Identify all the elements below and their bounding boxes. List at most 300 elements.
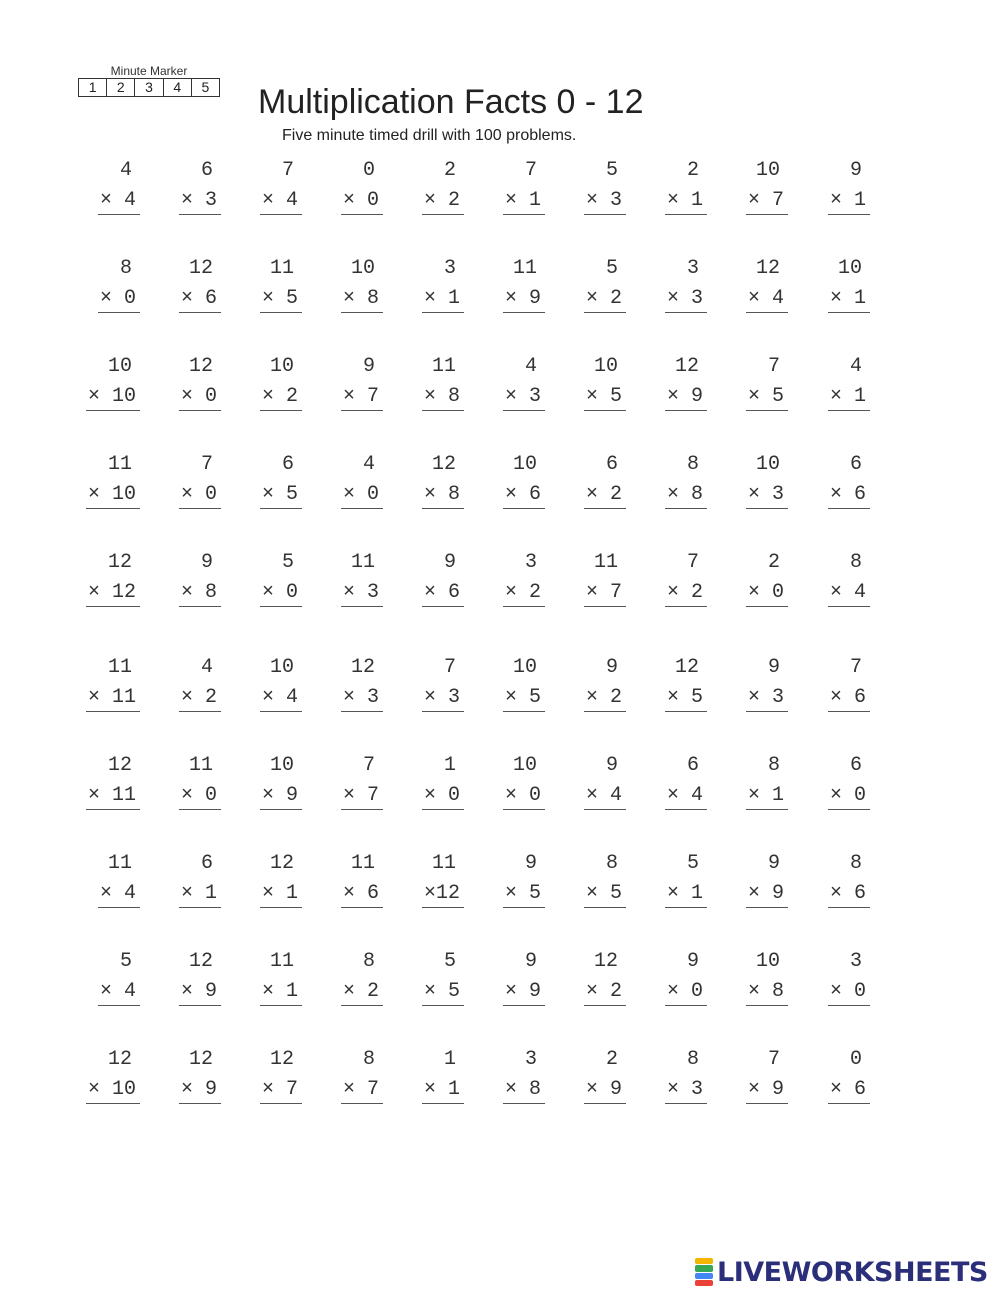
problem <box>303 452 383 512</box>
multiplier: × 1 <box>665 188 707 215</box>
multiplier: × 6 <box>503 482 545 509</box>
multiplicand: 10 <box>107 355 132 378</box>
problem <box>627 354 707 414</box>
problem <box>60 452 140 512</box>
multiplicand: 0 <box>362 159 375 182</box>
problem <box>627 256 707 316</box>
multiplier: × 9 <box>503 979 545 1006</box>
problem <box>60 256 140 316</box>
problem <box>303 851 383 911</box>
multiplicand: 7 <box>443 656 456 679</box>
multiplier: × 3 <box>665 286 707 313</box>
multiplicand: 12 <box>431 453 456 476</box>
problem <box>384 1047 464 1107</box>
multiplier: × 1 <box>828 188 870 215</box>
multiplicand: 12 <box>350 656 375 679</box>
multiplier: × 1 <box>422 286 464 313</box>
multiplicand: 11 <box>269 950 294 973</box>
multiplier: × 0 <box>665 979 707 1006</box>
problem <box>708 354 788 414</box>
problem <box>546 354 626 414</box>
multiplier: × 2 <box>665 580 707 607</box>
problem <box>141 158 221 218</box>
multiplier: × 0 <box>179 384 221 411</box>
multiplicand: 11 <box>593 551 618 574</box>
problem <box>790 1047 870 1107</box>
multiplier: × 6 <box>179 286 221 313</box>
multiplier: × 2 <box>584 979 626 1006</box>
multiplicand: 4 <box>362 453 375 476</box>
multiplicand: 10 <box>512 754 537 777</box>
problem <box>790 753 870 813</box>
problem <box>222 354 302 414</box>
multiplicand: 11 <box>107 852 132 875</box>
multiplier: × 9 <box>503 286 545 313</box>
multiplicand: 10 <box>512 656 537 679</box>
multiplicand: 1 <box>443 754 456 777</box>
multiplier: × 5 <box>503 685 545 712</box>
problem <box>222 158 302 218</box>
multiplicand: 12 <box>188 1048 213 1071</box>
multiplicand: 6 <box>849 754 862 777</box>
multiplier: × 8 <box>422 384 464 411</box>
multiplier: × 9 <box>584 1077 626 1104</box>
problem <box>222 851 302 911</box>
multiplier: × 2 <box>260 384 302 411</box>
multiplier: × 1 <box>422 1077 464 1104</box>
multiplicand: 9 <box>200 551 213 574</box>
multiplier: × 12 <box>86 580 140 607</box>
problem <box>384 655 464 715</box>
minute-box: 4 <box>163 79 191 96</box>
minute-box: 3 <box>134 79 162 96</box>
problem <box>708 550 788 610</box>
problem <box>627 851 707 911</box>
problem <box>303 949 383 1009</box>
multiplicand: 10 <box>755 453 780 476</box>
problem <box>708 158 788 218</box>
problem <box>546 550 626 610</box>
multiplicand: 5 <box>605 257 618 280</box>
problem <box>303 1047 383 1107</box>
multiplicand: 9 <box>767 852 780 875</box>
problem <box>627 550 707 610</box>
problem <box>141 1047 221 1107</box>
multiplicand: 0 <box>849 1048 862 1071</box>
problem <box>60 851 140 911</box>
multiplier: × 2 <box>584 685 626 712</box>
multiplicand: 3 <box>849 950 862 973</box>
problem <box>384 753 464 813</box>
multiplier: × 4 <box>665 783 707 810</box>
multiplicand: 12 <box>107 551 132 574</box>
multiplicand: 12 <box>674 355 699 378</box>
multiplicand: 7 <box>362 754 375 777</box>
multiplicand: 7 <box>849 656 862 679</box>
multiplier: × 7 <box>341 1077 383 1104</box>
multiplicand: 9 <box>605 754 618 777</box>
multiplier: × 9 <box>665 384 707 411</box>
multiplier: × 0 <box>828 783 870 810</box>
multiplicand: 8 <box>849 551 862 574</box>
problem <box>465 753 545 813</box>
logo-text: LIVEWORKSHEETS <box>717 1256 988 1288</box>
multiplicand: 11 <box>350 551 375 574</box>
problem <box>708 851 788 911</box>
multiplicand: 8 <box>362 950 375 973</box>
multiplicand: 10 <box>269 754 294 777</box>
multiplicand: 7 <box>767 1048 780 1071</box>
multiplier: × 8 <box>665 482 707 509</box>
multiplicand: 10 <box>837 257 862 280</box>
multiplicand: 4 <box>119 159 132 182</box>
problem <box>384 158 464 218</box>
multiplicand: 10 <box>350 257 375 280</box>
problem <box>546 851 626 911</box>
problem <box>60 753 140 813</box>
page-subtitle: Five minute timed drill with 100 problems. <box>282 127 577 144</box>
multiplier: × 9 <box>179 1077 221 1104</box>
multiplier: × 6 <box>422 580 464 607</box>
multiplier: × 0 <box>746 580 788 607</box>
multiplier: × 0 <box>179 783 221 810</box>
multiplicand: 6 <box>281 453 294 476</box>
multiplier: × 8 <box>746 979 788 1006</box>
multiplicand: 12 <box>269 852 294 875</box>
problem <box>465 851 545 911</box>
problem <box>141 550 221 610</box>
problem <box>790 158 870 218</box>
problem <box>465 1047 545 1107</box>
problem <box>546 655 626 715</box>
problem <box>141 256 221 316</box>
multiplicand: 12 <box>107 1048 132 1071</box>
problem <box>708 753 788 813</box>
problem <box>222 949 302 1009</box>
multiplicand: 12 <box>188 950 213 973</box>
problem <box>708 1047 788 1107</box>
multiplier: × 4 <box>584 783 626 810</box>
multiplier: ×12 <box>422 881 464 908</box>
multiplier: × 3 <box>341 580 383 607</box>
problem <box>303 655 383 715</box>
problem <box>141 452 221 512</box>
problem <box>708 256 788 316</box>
multiplier: × 1 <box>260 881 302 908</box>
multiplicand: 9 <box>524 950 537 973</box>
problem <box>465 550 545 610</box>
multiplier: × 1 <box>828 286 870 313</box>
problem <box>60 655 140 715</box>
multiplier: × 0 <box>98 286 140 313</box>
problem <box>627 158 707 218</box>
logo-block <box>695 1258 713 1264</box>
problem <box>465 655 545 715</box>
problem <box>222 550 302 610</box>
multiplier: × 8 <box>503 1077 545 1104</box>
multiplicand: 3 <box>524 551 537 574</box>
multiplicand: 10 <box>512 453 537 476</box>
multiplicand: 4 <box>849 355 862 378</box>
problem <box>790 949 870 1009</box>
liveworksheets-logo-icon <box>695 1258 713 1286</box>
problem <box>465 949 545 1009</box>
problem <box>546 1047 626 1107</box>
multiplier: × 3 <box>746 685 788 712</box>
multiplicand: 7 <box>686 551 699 574</box>
multiplier: × 7 <box>746 188 788 215</box>
multiplicand: 7 <box>281 159 294 182</box>
multiplicand: 12 <box>188 355 213 378</box>
multiplicand: 3 <box>686 257 699 280</box>
problem <box>465 452 545 512</box>
multiplier: × 4 <box>98 188 140 215</box>
multiplicand: 9 <box>849 159 862 182</box>
problem <box>141 949 221 1009</box>
liveworksheets-logo <box>695 1256 988 1288</box>
problem <box>465 256 545 316</box>
multiplier: × 2 <box>584 286 626 313</box>
multiplicand: 8 <box>767 754 780 777</box>
problem <box>303 256 383 316</box>
problem <box>627 655 707 715</box>
problem <box>546 256 626 316</box>
multiplicand: 1 <box>443 1048 456 1071</box>
multiplicand: 6 <box>605 453 618 476</box>
minute-box: 5 <box>191 79 219 96</box>
multiplicand: 11 <box>188 754 213 777</box>
multiplier: × 3 <box>422 685 464 712</box>
problem <box>384 354 464 414</box>
multiplier: × 3 <box>503 384 545 411</box>
multiplier: × 3 <box>584 188 626 215</box>
multiplicand: 8 <box>849 852 862 875</box>
multiplicand: 7 <box>767 355 780 378</box>
multiplicand: 2 <box>686 159 699 182</box>
problem <box>384 851 464 911</box>
multiplicand: 6 <box>686 754 699 777</box>
multiplicand: 11 <box>107 656 132 679</box>
problem <box>60 1047 140 1107</box>
problem <box>708 949 788 1009</box>
multiplicand: 5 <box>281 551 294 574</box>
multiplier: × 10 <box>86 384 140 411</box>
problem <box>60 550 140 610</box>
multiplicand: 5 <box>443 950 456 973</box>
multiplier: × 0 <box>179 482 221 509</box>
multiplicand: 9 <box>767 656 780 679</box>
multiplier: × 6 <box>828 685 870 712</box>
multiplicand: 11 <box>107 453 132 476</box>
multiplicand: 12 <box>593 950 618 973</box>
problem <box>790 550 870 610</box>
minute-marker-label: Minute Marker <box>110 64 188 78</box>
multiplier: × 4 <box>746 286 788 313</box>
problem <box>141 354 221 414</box>
multiplicand: 11 <box>431 355 456 378</box>
multiplicand: 10 <box>755 950 780 973</box>
multiplicand: 11 <box>350 852 375 875</box>
multiplicand: 6 <box>849 453 862 476</box>
problem <box>790 354 870 414</box>
multiplier: × 8 <box>422 482 464 509</box>
multiplicand: 10 <box>593 355 618 378</box>
problem <box>222 753 302 813</box>
multiplier: × 4 <box>828 580 870 607</box>
problem <box>222 655 302 715</box>
problem <box>303 753 383 813</box>
multiplier: × 5 <box>260 286 302 313</box>
multiplicand: 11 <box>431 852 456 875</box>
multiplier: × 7 <box>341 783 383 810</box>
multiplier: × 4 <box>98 881 140 908</box>
multiplier: × 2 <box>422 188 464 215</box>
multiplicand: 7 <box>524 159 537 182</box>
multiplicand: 9 <box>362 355 375 378</box>
multiplier: × 6 <box>828 881 870 908</box>
multiplier: × 6 <box>341 881 383 908</box>
multiplicand: 11 <box>269 257 294 280</box>
multiplicand: 5 <box>686 852 699 875</box>
multiplier: × 4 <box>260 685 302 712</box>
multiplier: × 3 <box>665 1077 707 1104</box>
problem <box>627 452 707 512</box>
multiplier: × 5 <box>746 384 788 411</box>
multiplicand: 12 <box>755 257 780 280</box>
problem <box>303 158 383 218</box>
problem <box>465 158 545 218</box>
minute-box: 2 <box>106 79 134 96</box>
multiplicand: 2 <box>605 1048 618 1071</box>
multiplier: × 9 <box>260 783 302 810</box>
problem <box>465 354 545 414</box>
multiplier: × 2 <box>503 580 545 607</box>
multiplicand: 12 <box>188 257 213 280</box>
multiplicand: 8 <box>119 257 132 280</box>
multiplicand: 2 <box>767 551 780 574</box>
multiplicand: 10 <box>269 656 294 679</box>
multiplicand: 3 <box>443 257 456 280</box>
multiplicand: 9 <box>686 950 699 973</box>
multiplier: × 7 <box>260 1077 302 1104</box>
multiplicand: 5 <box>119 950 132 973</box>
problem <box>546 158 626 218</box>
multiplier: × 3 <box>179 188 221 215</box>
problem <box>790 452 870 512</box>
multiplier: × 0 <box>503 783 545 810</box>
multiplier: × 5 <box>665 685 707 712</box>
multiplier: × 0 <box>422 783 464 810</box>
problem <box>708 655 788 715</box>
problem <box>222 452 302 512</box>
problem <box>546 753 626 813</box>
multiplicand: 8 <box>686 1048 699 1071</box>
problem <box>60 158 140 218</box>
multiplier: × 7 <box>584 580 626 607</box>
multiplier: × 7 <box>341 384 383 411</box>
multiplier: × 5 <box>260 482 302 509</box>
multiplicand: 10 <box>269 355 294 378</box>
multiplier: × 1 <box>828 384 870 411</box>
multiplicand: 4 <box>524 355 537 378</box>
multiplicand: 11 <box>512 257 537 280</box>
multiplier: × 5 <box>503 881 545 908</box>
problem <box>708 452 788 512</box>
problem <box>546 949 626 1009</box>
multiplier: × 8 <box>179 580 221 607</box>
multiplicand: 8 <box>605 852 618 875</box>
problem <box>790 256 870 316</box>
problem <box>546 452 626 512</box>
multiplicand: 9 <box>605 656 618 679</box>
multiplicand: 6 <box>200 159 213 182</box>
problem <box>384 550 464 610</box>
problem <box>222 1047 302 1107</box>
multiplicand: 9 <box>443 551 456 574</box>
problem <box>627 753 707 813</box>
page-title: Multiplication Facts 0 - 12 <box>258 83 644 121</box>
multiplier: × 0 <box>828 979 870 1006</box>
multiplier: × 10 <box>86 1077 140 1104</box>
multiplicand: 8 <box>686 453 699 476</box>
multiplier: × 0 <box>341 482 383 509</box>
multiplier: × 5 <box>422 979 464 1006</box>
multiplier: × 2 <box>584 482 626 509</box>
multiplicand: 9 <box>524 852 537 875</box>
multiplier: × 6 <box>828 1077 870 1104</box>
logo-block <box>695 1280 713 1286</box>
problem <box>627 949 707 1009</box>
problem <box>60 949 140 1009</box>
multiplier: × 1 <box>665 881 707 908</box>
problem <box>384 452 464 512</box>
multiplier: × 5 <box>584 881 626 908</box>
multiplier: × 5 <box>584 384 626 411</box>
problem <box>303 354 383 414</box>
problem <box>790 851 870 911</box>
multiplier: × 2 <box>341 979 383 1006</box>
multiplier: × 1 <box>179 881 221 908</box>
problem <box>303 550 383 610</box>
minute-box: 1 <box>88 79 97 95</box>
problem <box>141 851 221 911</box>
problem <box>384 256 464 316</box>
multiplier: × 1 <box>260 979 302 1006</box>
multiplicand: 4 <box>200 656 213 679</box>
multiplicand: 12 <box>269 1048 294 1071</box>
multiplier: × 3 <box>341 685 383 712</box>
multiplier: × 11 <box>86 783 140 810</box>
problem <box>141 655 221 715</box>
problem <box>60 354 140 414</box>
multiplier: × 4 <box>260 188 302 215</box>
multiplicand: 8 <box>362 1048 375 1071</box>
multiplicand: 12 <box>674 656 699 679</box>
multiplier: × 11 <box>86 685 140 712</box>
multiplier: × 9 <box>746 881 788 908</box>
multiplicand: 10 <box>755 159 780 182</box>
problem <box>384 949 464 1009</box>
multiplicand: 3 <box>524 1048 537 1071</box>
multiplier: × 1 <box>746 783 788 810</box>
multiplier: × 0 <box>341 188 383 215</box>
multiplier: × 0 <box>260 580 302 607</box>
problem <box>627 1047 707 1107</box>
problem <box>141 753 221 813</box>
multiplier: × 8 <box>341 286 383 313</box>
logo-block <box>695 1265 713 1271</box>
multiplier: × 2 <box>179 685 221 712</box>
